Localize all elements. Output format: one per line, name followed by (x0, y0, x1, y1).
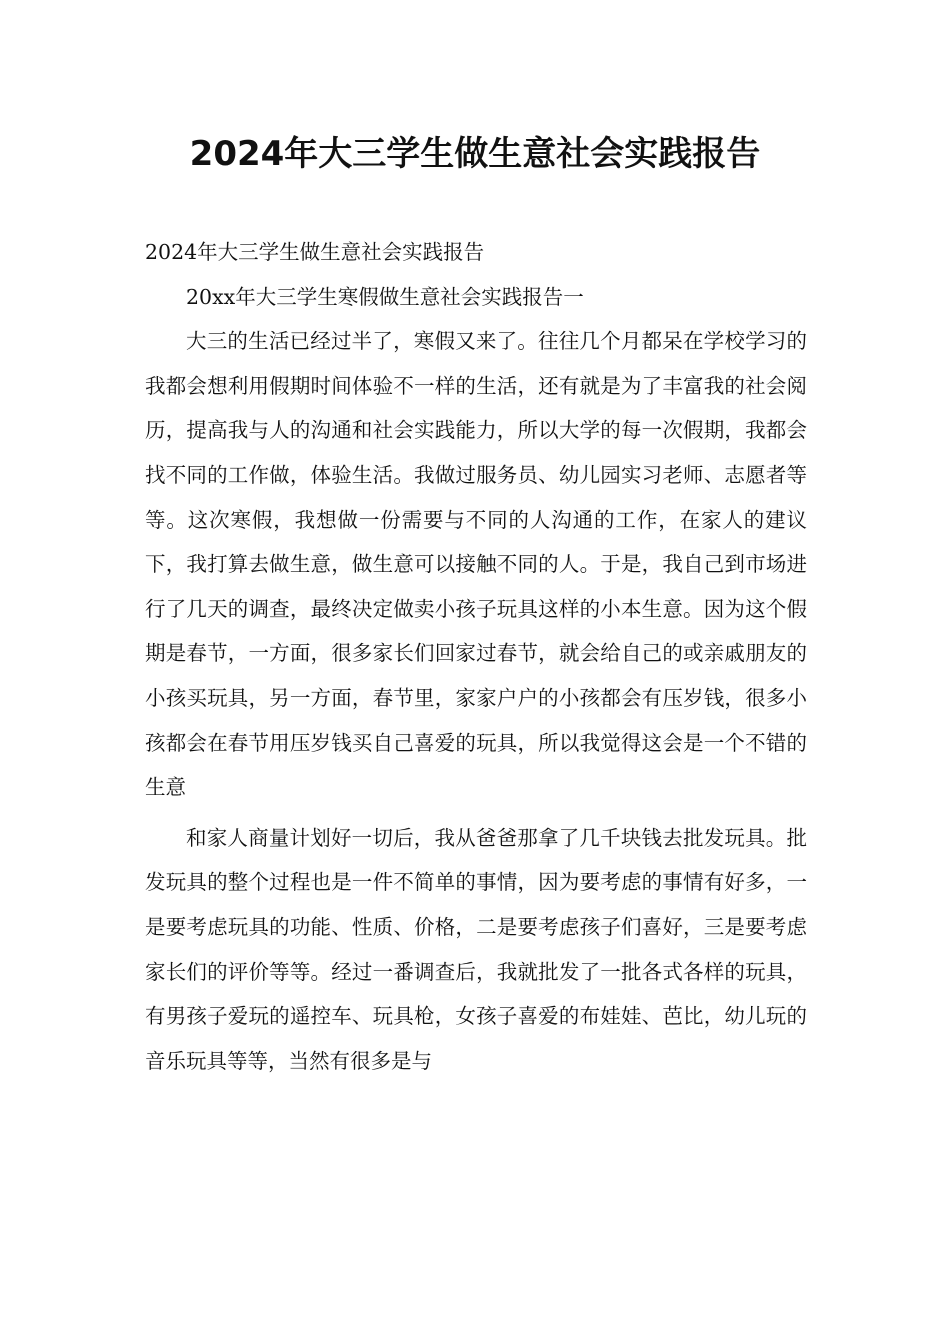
document-title: 2024年大三学生做生意社会实践报告 (189, 134, 761, 174)
paragraph: 大三的生活已经过半了，寒假又来了。往往几个月都呆在学校学习的我都会想利用假期时间体验不一样的生活，还有就是为了丰富我的社会阅历，提高我与人的沟通和社会实践能力，所以大学的每一次假期，我都会找不同的工作做，体验生活。我做过服务员、幼儿园实习老师、志愿者等等。这次寒假，我想做一份需要与不同的人沟通的工作，在家人的建议下，我打算去做生意，做生意可以接触不同的人。于是，我自己到市场进行了几天的调查，最终决定做卖小孩子玩具这样的小本生意。因为这个假期是春节，一方面，很多家长们回家过春节，就会给自己的或亲戚朋友的小孩买玩具，另一方面，春节里，家家户户的小孩都会有压岁钱，很多小孩都会在春节用压岁钱买自己喜爱的玩具，所以我觉得这会是一个不错的生意 (145, 329, 807, 800)
section-heading: 20xx年大三学生寒假做生意社会实践报告一 (186, 284, 584, 309)
paragraph: 和家人商量计划好一切后，我从爸爸那拿了几千块钱去批发玩具。批发玩具的整个过程也是一件不简单的事情，因为要考虑的事情有好多，一是要考虑玩具的功能、性质、价格，二是要考虑孩子们喜好，三是要考虑家长们的评价等等。经过一番调查后，我就批发了一批各式各样的玩具，有男孩子爱玩的遥控车、玩具枪，女孩子喜爱的布娃娃、芭比，幼儿玩的音乐玩具等等，当然有很多是与 (145, 825, 807, 1073)
document-body (145, 230, 807, 1083)
subtitle-line: 2024年大三学生做生意社会实践报告 (145, 240, 485, 264)
